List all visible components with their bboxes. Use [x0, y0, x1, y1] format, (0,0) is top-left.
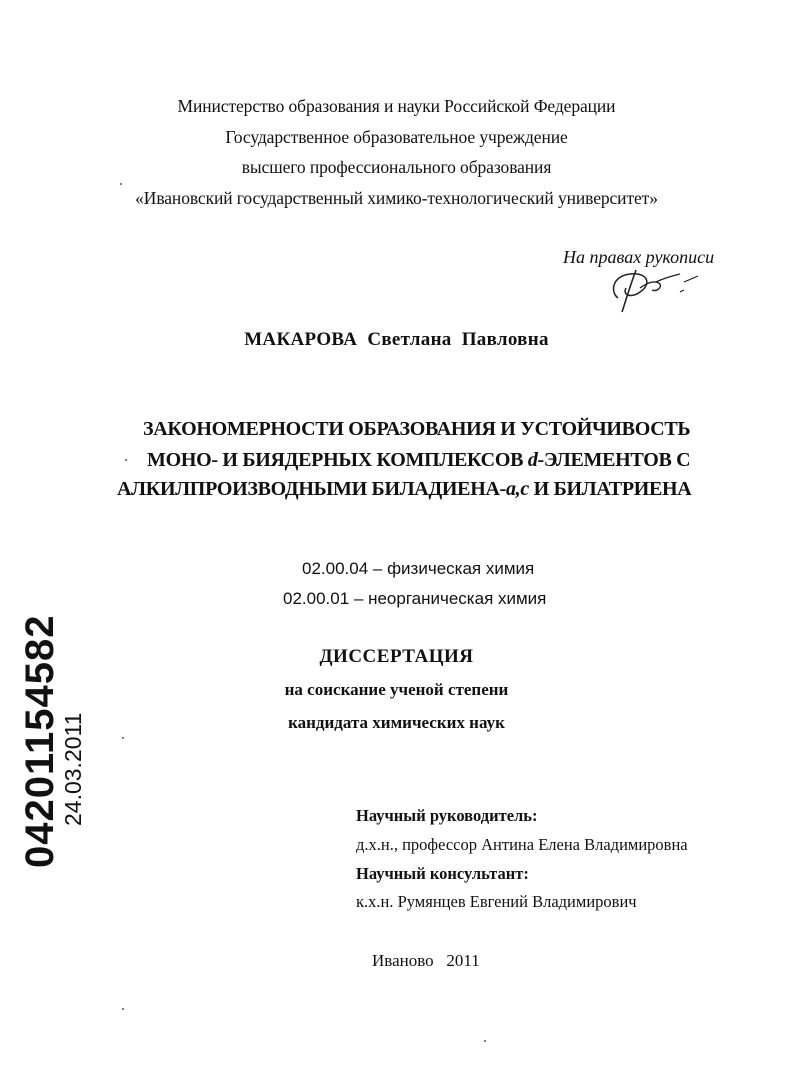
library-stamp-date: 24.03.2011 [60, 712, 86, 826]
title-line-3-prefix: АЛКИЛПРОИЗВОДНЫМИ БИЛАДИЕНА- [117, 478, 506, 500]
title-line-2-italic: d [527, 449, 538, 471]
consultant-name: к.х.н. Румянцев Евгений Владимирович [356, 892, 637, 911]
degree-line-2: кандидата химических наук [288, 713, 505, 732]
scan-speck [484, 1040, 486, 1042]
manuscript-note: На правах рукописи [563, 247, 715, 267]
author-surname: МАКАРОВА [244, 329, 358, 350]
specialty-2: 02.00.01 – неорганическая химия [283, 589, 547, 608]
degree-line-1: на соискание ученой степени [284, 680, 509, 699]
title-line-3-italic: а,с [505, 478, 529, 500]
author-name [0, 329, 793, 351]
scan-speck [125, 459, 127, 461]
city-year: Иваново 2011 [372, 951, 480, 970]
signature-icon [600, 262, 710, 318]
specialty-1: 02.00.04 – физическая химия [302, 559, 535, 578]
title-line-3 [117, 478, 691, 501]
scan-speck [122, 737, 124, 739]
title-line-1: ЗАКОНОМЕРНОСТИ ОБРАЗОВАНИЯ И УСТОЙЧИВОСТЬ [143, 418, 691, 440]
institution-line-1: Министерство образования и науки Российской Федерации [177, 96, 616, 116]
institution-line-4: «Ивановский государственный химико-технологический университет» [135, 188, 658, 208]
library-stamp-code: 04201154582 [18, 614, 62, 868]
supervisor-name: д.х.н., профессор Антина Елена Владимировна [356, 835, 688, 854]
scan-speck [122, 1008, 124, 1010]
supervisor-label: Научный руководитель: [356, 806, 538, 825]
title-line-3-suffix: И БИЛАТРИЕНА [528, 478, 692, 500]
scan-speck [120, 183, 122, 185]
title-line-2-suffix: -ЭЛЕМЕНТОВ С [537, 449, 691, 471]
author-given-names: Светлана Павловна [367, 329, 549, 350]
dissertation-heading: ДИССЕРТАЦИЯ [319, 646, 474, 667]
institution-line-3: высшего профессионального образования [241, 157, 552, 177]
consultant-label: Научный консультант: [356, 864, 529, 883]
title-line-2 [147, 449, 690, 472]
institution-line-2: Государственное образовательное учреждение [225, 127, 568, 147]
title-line-2-prefix: МОНО- И БИЯДЕРНЫХ КОМПЛЕКСОВ [147, 449, 528, 471]
